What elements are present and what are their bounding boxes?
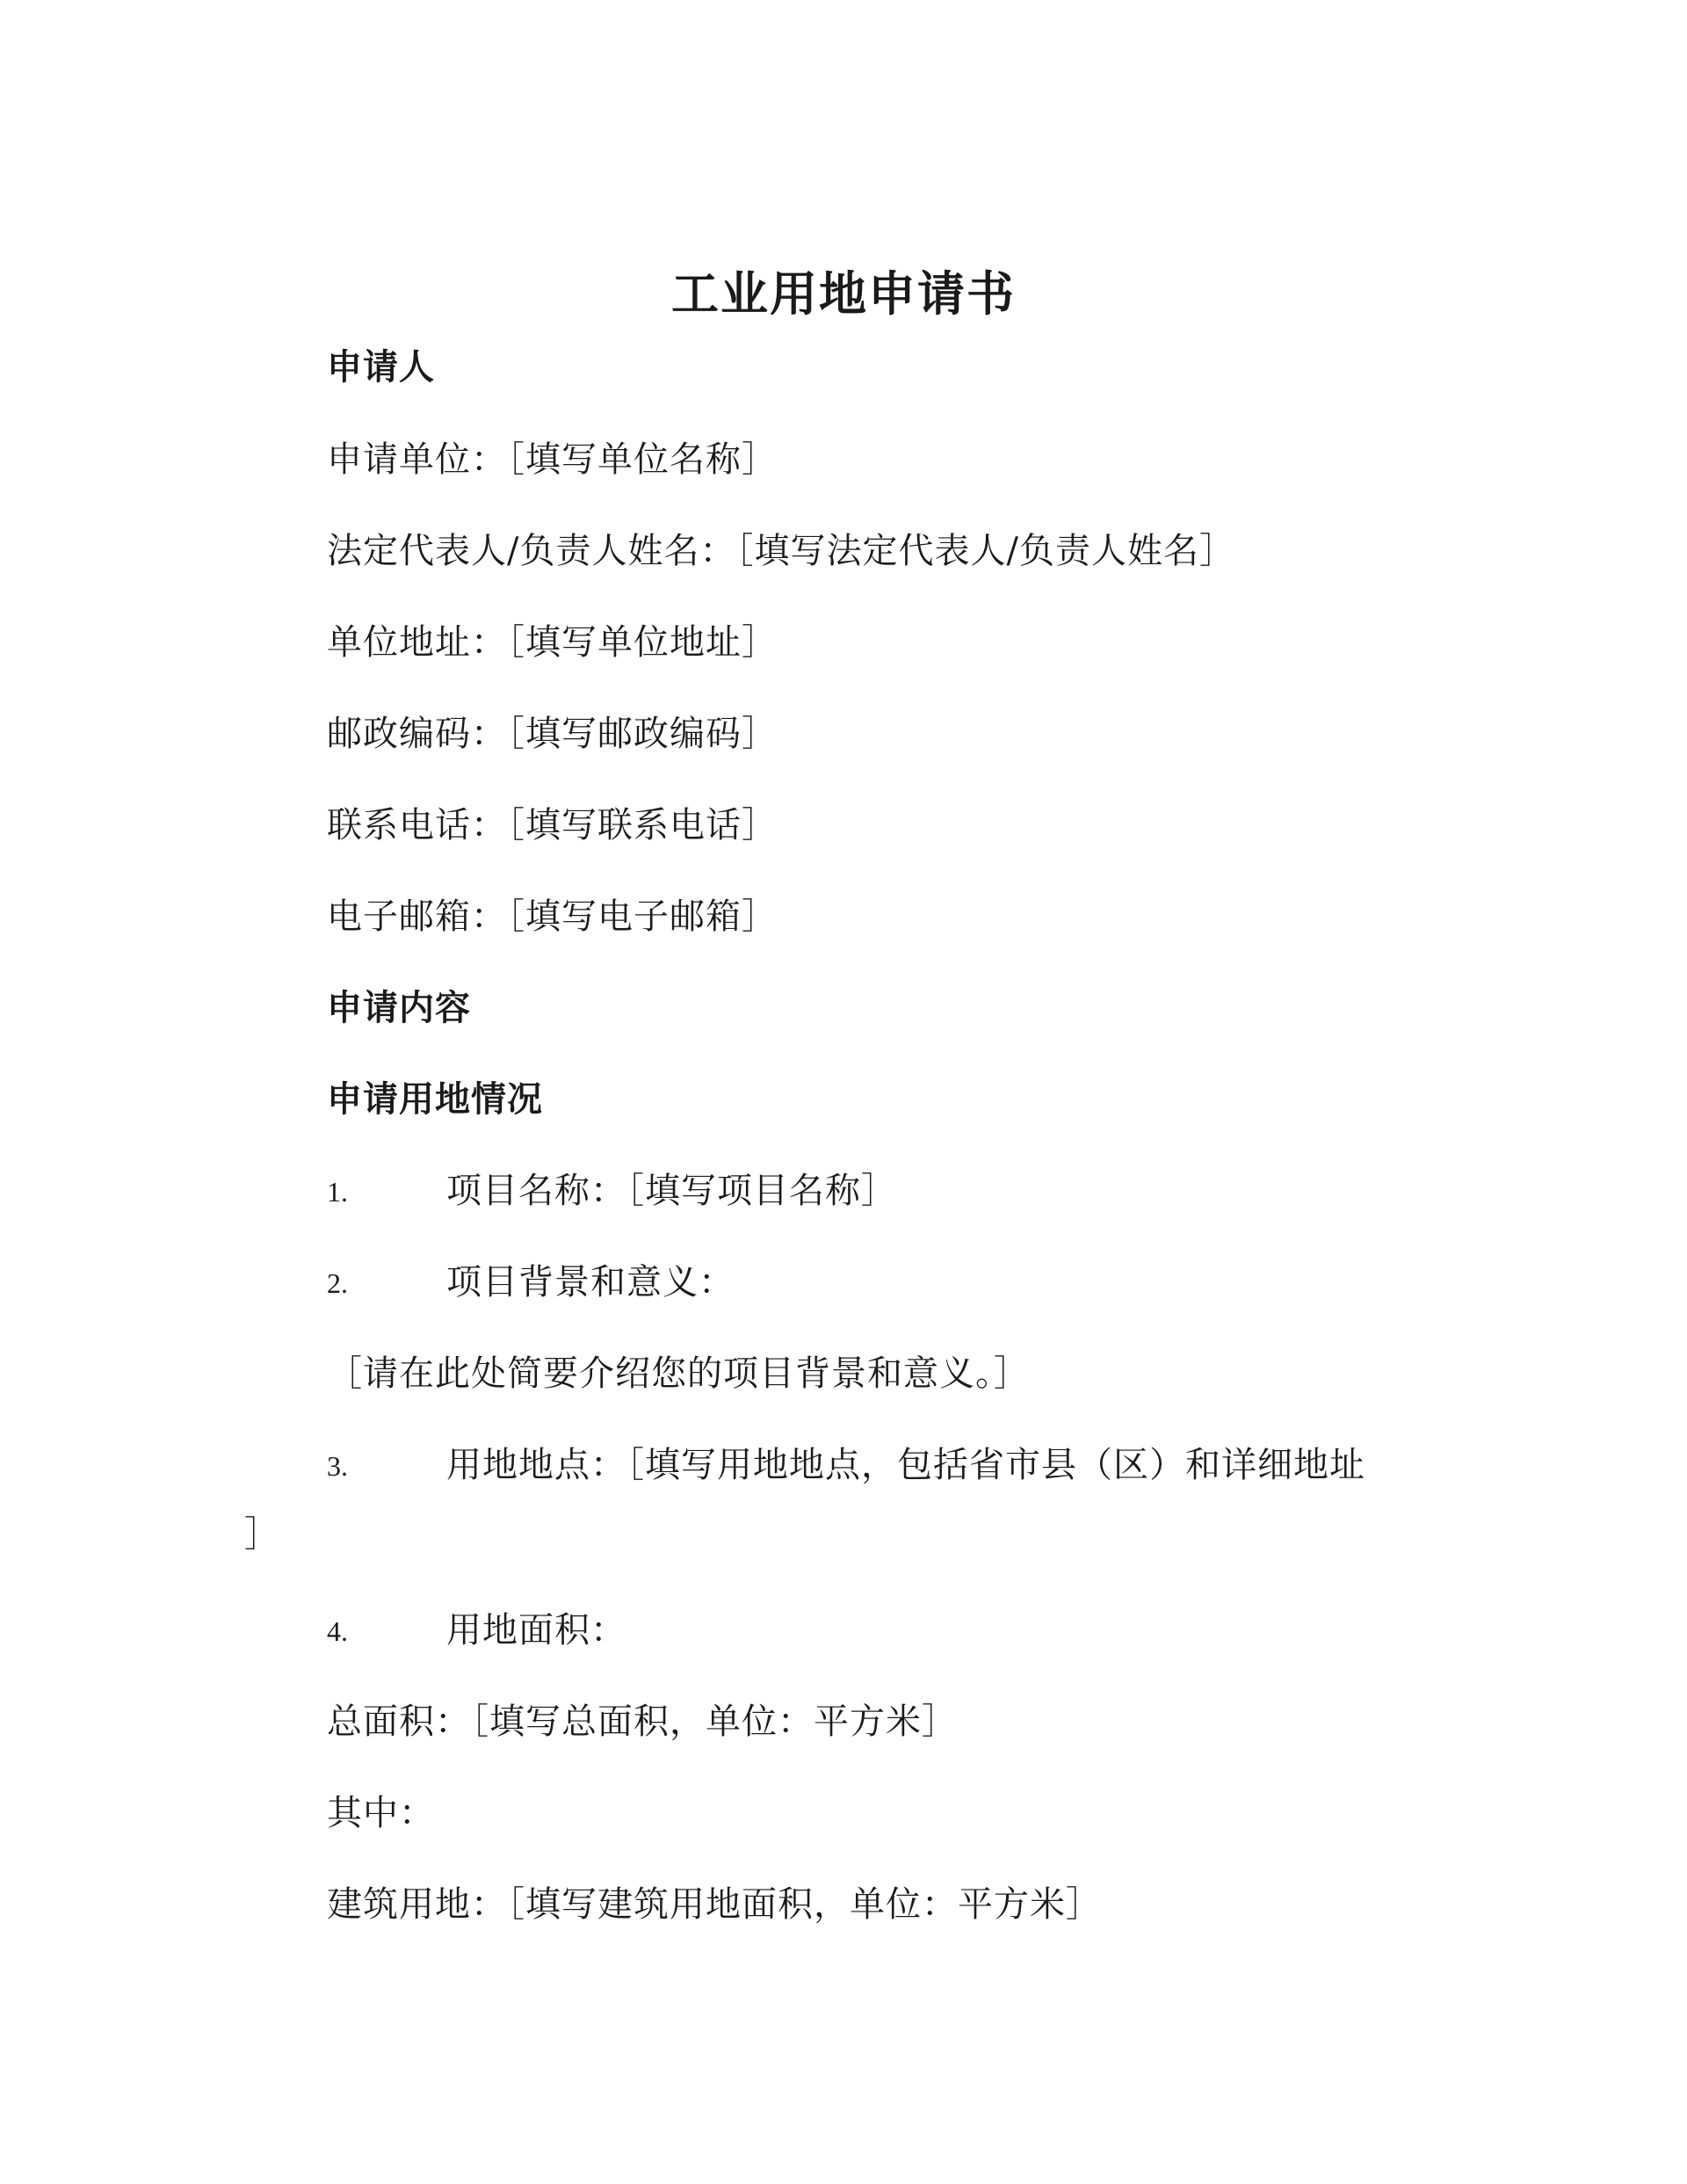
section-heading-content: 申请内容 [327,987,471,1028]
field-label: 法定代表人/负责人姓名： [327,531,736,571]
field-legal-representative [327,528,1235,574]
field-label: 建筑用地： [327,1884,507,1925]
field-label: 申请单位： [327,439,507,480]
field-value: ［填写邮政编码］ [507,714,778,754]
field-email [327,894,778,940]
field-phone [327,802,778,848]
list-item-number: 1. [327,1176,348,1208]
field-label: 联系电话： [327,805,507,845]
list-item-number: 2. [327,1267,348,1299]
list-item-land-area: 用地面积： [446,1610,626,1651]
field-value: ［填写电子邮箱］ [507,896,778,937]
field-label: 总面积： [327,1701,471,1742]
field-label: 单位地址： [327,622,507,663]
background-placeholder: ［请在此处简要介绍您的项目背景和意义。］ [327,1353,1030,1394]
field-value: ［填写法定代表人/负责人姓名］ [735,531,1235,571]
field-value: ［填写建筑用地面积，单位：平方米］ [507,1884,1102,1925]
list-item-project-background: 项目背景和意义： [446,1262,735,1302]
field-building-area [327,1882,1102,1927]
field-postal-code [327,711,778,757]
field-unit-address [327,620,778,665]
section-subheading-land: 申请用地情况 [327,1078,543,1120]
field-value: ［填写总面积，单位：平方米］ [471,1701,958,1742]
list-item-number: 3. [327,1450,348,1482]
document-title: 工业用地申请书 [671,265,1016,322]
field-value: ［填写联系电话］ [507,805,778,845]
field-value: ［填写单位地址］ [507,622,778,663]
section-heading-applicant: 申请人 [327,346,435,388]
list-item-project-name: 项目名称：［填写项目名称］ [446,1171,897,1211]
field-value: ［填写单位名称］ [507,439,778,480]
list-item-number: 4. [327,1615,348,1647]
field-label: 电子邮箱： [327,896,507,937]
field-total-area [327,1699,958,1745]
among-label: 其中： [327,1793,435,1833]
field-applicant-unit [327,437,778,483]
field-label: 邮政编码： [327,714,507,754]
land-location-wrap: ］ [244,1514,280,1555]
list-item-land-location: 用地地点：［填写用地地点，包括省市县（区）和详细地址 [446,1445,1365,1485]
